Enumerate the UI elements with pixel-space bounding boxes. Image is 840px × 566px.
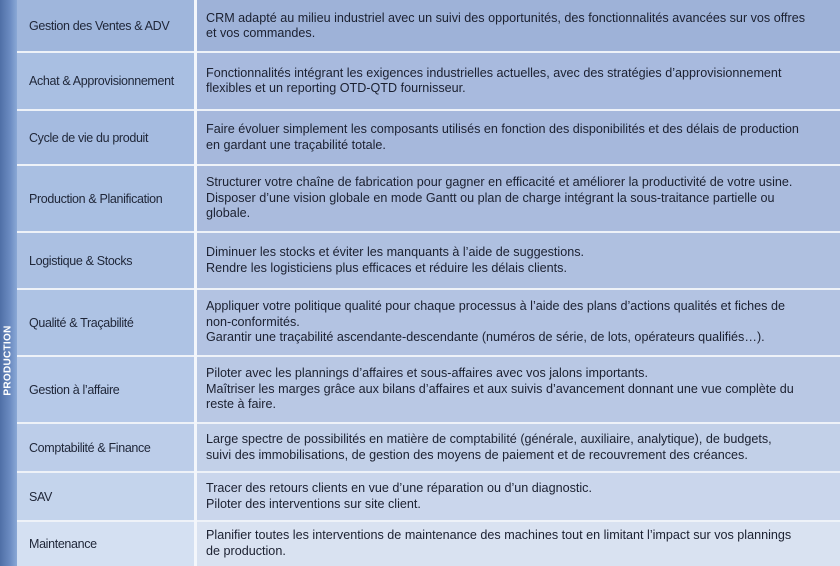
- row-separator: [197, 288, 840, 290]
- row-separator: [17, 51, 194, 53]
- module-label-cell: [17, 52, 194, 110]
- module-description-cell: [197, 110, 840, 165]
- module-description: [206, 66, 781, 97]
- description-line: Diminuer les stocks et éviter les manquants à l’aide de suggestions.: [206, 245, 585, 260]
- description-line: Disposer d’une vision globale en mode Gantt ou plan de charge intégrant la sous-traitance partielle ou: [206, 190, 775, 205]
- description-line: Large spectre de possibilités en matière de comptabilité (générale, auxiliaire, analytique), de budgets,: [206, 432, 772, 447]
- module-description-cell: [197, 289, 840, 356]
- module-label: Qualité & Traçabilité: [29, 315, 134, 330]
- module-description: [206, 528, 791, 559]
- description-line: CRM adapté au milieu industriel avec un suivi des opportunités, des fonctionnalités avancées sur vos offres: [206, 10, 805, 25]
- module-description-cell: [197, 52, 840, 110]
- row-separator: [17, 520, 194, 522]
- module-label-cell: [17, 356, 194, 423]
- row-separator: [17, 231, 194, 233]
- row-separator: [17, 288, 194, 290]
- description-line: Faire évoluer simplement les composants utilisés en fonction des disponibilités et des délais de production: [206, 122, 799, 137]
- row-separator: [17, 355, 194, 357]
- row-separator: [17, 109, 194, 111]
- module-label: Maintenance: [29, 536, 97, 551]
- module-description-cell: [197, 232, 840, 289]
- module-label: SAV: [29, 489, 53, 504]
- module-description-cell: [197, 521, 840, 566]
- row-separator: [17, 471, 194, 473]
- module-description-cell: [197, 0, 840, 52]
- module-description: [206, 481, 592, 512]
- module-name-column: [17, 0, 194, 566]
- row-separator: [17, 164, 194, 166]
- row-separator: [197, 520, 840, 522]
- module-label: Comptabilité & Finance: [29, 440, 151, 455]
- module-description: [206, 432, 772, 463]
- module-description-cell: [197, 356, 840, 423]
- description-line: Garantir une traçabilité ascendante-descendante (numéros de série, de lots, opérateurs qualifiés…).: [206, 330, 765, 345]
- row-separator: [197, 422, 840, 424]
- description-line: Maîtriser les marges grâce aux bilans d’affaires et aux suivis d’avancement donnant une vue complète du: [206, 381, 794, 396]
- module-label-cell: [17, 165, 194, 232]
- description-line: et vos commandes.: [206, 26, 316, 40]
- module-label-cell: [17, 0, 194, 52]
- description-line: suivi des immobilisations, de gestion des moyens de paiement et de recouvrement des créances.: [206, 447, 748, 462]
- description-line: Piloter avec les plannings d’affaires et sous-affaires avec vos jalons importants.: [206, 366, 648, 381]
- production-side-label: [1, 300, 16, 420]
- row-separator: [17, 422, 194, 424]
- row-separator: [197, 355, 840, 357]
- description-line: Tracer des retours clients en vue d’une réparation ou d’un diagnostic.: [206, 481, 592, 496]
- module-description-cell: [197, 165, 840, 232]
- description-line: reste à faire.: [206, 397, 276, 412]
- row-separator: [197, 471, 840, 473]
- module-label-cell: [17, 521, 194, 566]
- description-line: globale.: [206, 206, 251, 221]
- production-side-band: [0, 0, 17, 566]
- module-description: [206, 122, 799, 153]
- module-label: Cycle de vie du produit: [29, 130, 149, 145]
- description-line: Piloter des interventions sur site client.: [206, 496, 421, 511]
- description-line: Rendre les logisticiens plus efficaces et réduire les délais clients.: [206, 260, 567, 275]
- module-label: Gestion à l’affaire: [29, 382, 120, 397]
- module-description-column: [197, 0, 840, 566]
- module-description-cell: [197, 423, 840, 472]
- module-label: Production & Planification: [29, 191, 163, 206]
- description-line: Planifier toutes les interventions de maintenance des machines tout en limitant l’impact sur vos plannings: [206, 528, 792, 543]
- module-description: [206, 366, 794, 412]
- row-separator: [197, 51, 840, 53]
- module-label: Gestion des Ventes & ADV: [29, 19, 170, 33]
- description-line: flexibles et un reporting OTD-QTD fournisseur.: [206, 81, 466, 95]
- module-label-cell: [17, 423, 194, 472]
- production-label-text: PRODUCTION: [3, 324, 15, 396]
- description-line: en gardant une traçabilité totale.: [206, 137, 386, 152]
- module-description: [206, 11, 805, 42]
- module-label: Achat & Approvisionnement: [29, 74, 174, 88]
- description-line: non-conformités.: [206, 314, 300, 329]
- description-line: de production.: [206, 543, 286, 558]
- module-description: [206, 175, 792, 221]
- module-label-cell: [17, 472, 194, 521]
- row-separator: [197, 231, 840, 233]
- row-separator: [197, 109, 840, 111]
- module-label-cell: [17, 110, 194, 165]
- module-label-cell: [17, 232, 194, 289]
- module-description: [206, 299, 785, 345]
- module-description-cell: [197, 472, 840, 521]
- description-line: Appliquer votre politique qualité pour chaque processus à l’aide des plans d’actions qualités et fiches de: [206, 299, 785, 314]
- module-label: Logistique & Stocks: [29, 253, 133, 268]
- module-label-cell: [17, 289, 194, 356]
- row-separator: [197, 164, 840, 166]
- description-line: Fonctionnalités intégrant les exigences industrielles actuelles, avec des stratégies d’approvisionnement: [206, 65, 782, 80]
- description-line: Structurer votre chaîne de fabrication pour gagner en efficacité et améliorer la productivité de votre usine.: [206, 175, 793, 190]
- module-description: [206, 245, 584, 276]
